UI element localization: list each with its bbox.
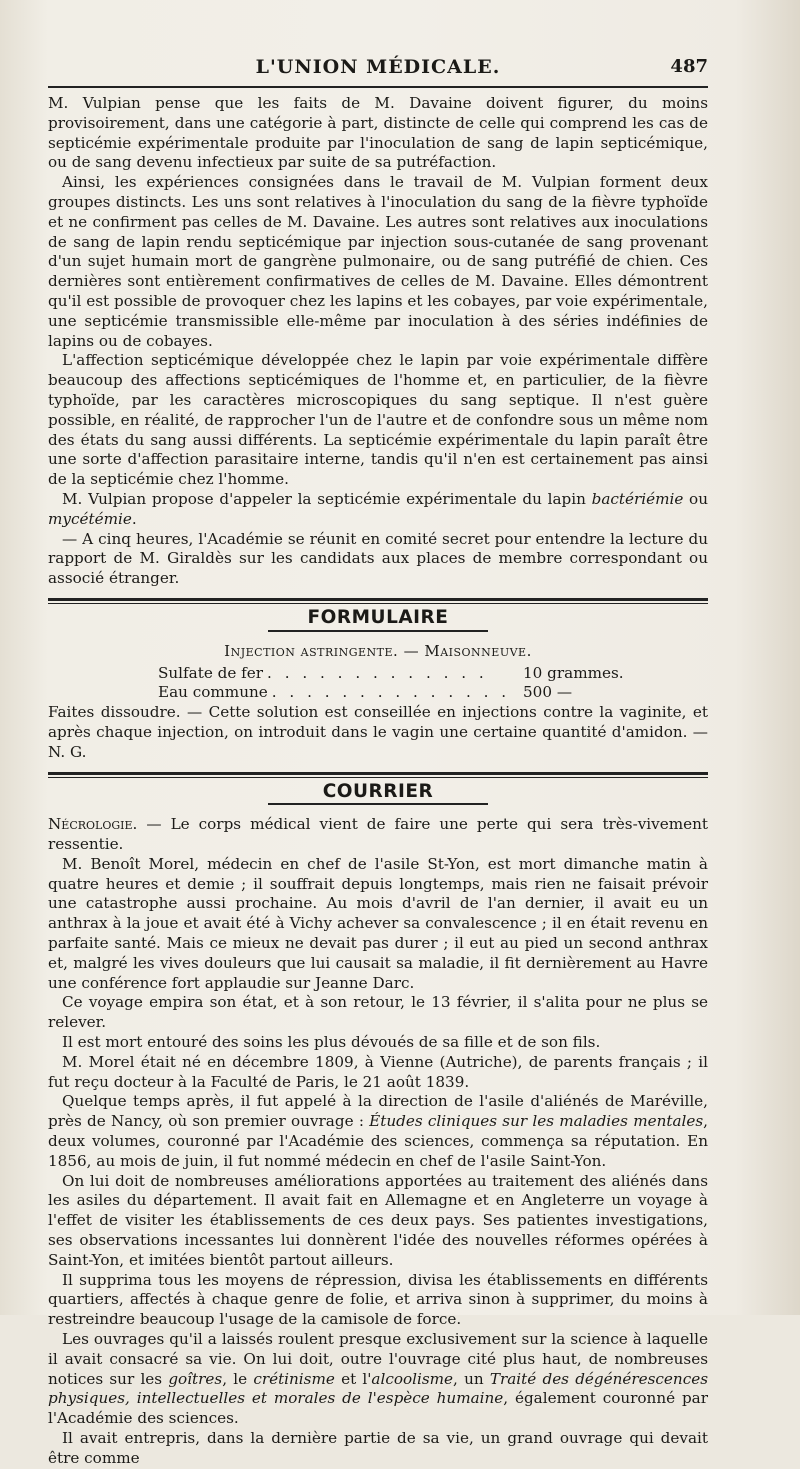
section-divider [48,598,708,604]
recipe-instructions: Faites dissoudre. — Cette solution est conseillée en injections contre la vaginite, et après chaque injection, on introduit dans le vagin une certaine quantité d'amidon. — N. G. [48,703,708,761]
leader-dots: . . . . . . . . . . . . . . [271,683,511,702]
necrology-label: Nécrologie. [48,815,138,834]
section-title-formulaire: FORMULAIRE [307,606,449,628]
section-title-underline [268,803,488,805]
term-bacteriemie: bactériémie [591,489,684,508]
ingredient-name: Eau commune [158,683,268,702]
page-header [48,56,708,86]
courrier-paragraph-1 [48,815,708,855]
courrier-paragraph-7: On lui doit de nombreuses améliorations apportées au traitement des aliénés dans les asiles du département. Il avait fait en Allemagne et en Angleterre un voyage à l'effet de visiter les établissements de ces deux pays. Ses patientes investigations, ses observations incessantes lui donnèrent l'idée des nouvelles réformes opérées à Saint-Yon, et imitées bientôt partout ailleurs. [48,1171,708,1269]
intro-paragraph-2: Ainsi, les expériences consignées dans le travail de M. Vulpian forment deux groupes distincts. Les uns sont relatives à l'inoculation du sang de la fièvre typhoïde et ne confirment pas celles de M. Davaine. Les autres sont relatives aux inoculations de sang de lapin rendu septicémique par injection sous-cutanée de sang provenant d'un sujet humain mort de gangrène pulmonaire, ou de sang putréfié de chien. Ces dernières sont entièrement confirmatives de celles de M. Davaine. Elles démontrent qu'il est possible de provoquer chez les lapins et les cobayes, par voie expérimentale, une septicémie transmissible elle-même par inoculation à des séries indéfinies de lapins ou de cobayes. [48,173,708,350]
ingredient-quantity: 10 grammes. [523,663,624,682]
text-run: Les ouvrages qu'il a laissés roulent presque exclusivement sur la science à laquelle il avait consacré sa vie. On lui doit, outre l'ouvrage cité plus haut, de nombreuses notices sur les [48,1330,708,1388]
section-divider [48,772,708,778]
courrier-paragraph-5: M. Morel était né en décembre 1809, à Vienne (Autriche), de parents français ; il fut reçu docteur à la Faculté de Paris, le 21 août 1839. [48,1052,708,1091]
term-alcoolisme: alcoolisme [371,1369,454,1388]
article-body [48,94,708,1469]
courrier-paragraph-4: Il est mort entouré des soins les plus dévoués de sa fille et de son fils. [62,1033,601,1052]
section-title-courrier: COURRIER [322,780,434,802]
running-title: L'UNION MÉDICALE. [255,56,501,78]
courrier-paragraph-2: M. Benoît Morel, médecin en chef de l'asile St-Yon, est mort dimanche matin à quatre heures et demie ; il souffrait depuis longtemps, mais rien ne faisait prévoir une catastrophe aussi prochaine. Au mois d'avril de l'an dernier, il avait eu un anthrax à la joue et avait été à Vichy achever sa convalescence ; il en était revenu en parfaite santé. Mais ce mieux ne devait pas durer ; il eut au pied un second anthrax et, malgré les vives douleurs que lui causait sa maladie, il fit dernièrement au Havre une conférence fort applaudie sur Jeanne Darc. [48,854,708,992]
term-mycetemie: mycétémie [48,509,132,528]
term-goitres: goîtres [168,1369,223,1388]
term-cretinisme: crétinisme [253,1369,335,1388]
text-run: et l' [334,1369,372,1388]
courrier-paragraph-10: Il avait entrepris, dans la dernière partie de sa vie, un grand ouvrage qui devait être comme [48,1429,708,1467]
book-title: Traité des dégénérescences physiques, intellectuelles et morales de l'espèce humaine [48,1369,708,1408]
courrier-paragraph-6 [48,1092,708,1171]
recipe-ingredients [158,664,658,704]
section-title-underline [268,630,488,632]
courrier-paragraph-9 [48,1330,708,1429]
book-title: Études cliniques sur les maladies mentales [369,1112,704,1131]
page-number: 487 [670,56,708,77]
intro-paragraph-4 [48,490,708,530]
ingredient-name: Sulfate de fer [158,663,264,682]
text-run: , un [453,1369,490,1388]
text-run: . [131,509,137,528]
text-run: , deux volumes, couronné par l'Académie des sciences, commença sa réputation. En 1856, au mois de juin, il fut nommé médecin en chef de l'asile Saint-Yon. [48,1112,708,1170]
header-rule [48,86,708,88]
text-run: , le [222,1369,254,1388]
leader-dots: . . . . . . . . . . . . . [267,663,488,682]
text-run: , également couronné par l'Académie des sciences. [48,1389,708,1428]
intro-paragraph-5: — A cinq heures, l'Académie se réunit en comité secret pour entendre la lecture du rapport de M. Giraldès sur les candidats aux places de membre correspondant ou associé étranger. [48,529,708,588]
courrier-paragraph-8: Il supprima tous les moyens de répression, divisa les établissements en différents quartiers, affectés à chaque genre de folie, et arriva sinon à supprimer, du moins à restreindre beaucoup l'usage de la camisole de force. [48,1270,708,1329]
recipe-title: Injection astringente. — Maisonneuve. [224,641,532,660]
text-run: Quelque temps après, il fut appelé à la direction de l'asile d'aliénés de Maréville, près de Nancy, où son premier ouvrage : [48,1092,708,1131]
text-run: M. Vulpian propose d'appeler la septicémie expérimentale du lapin [62,489,592,508]
ingredient-row [158,664,658,684]
ingredient-row [158,683,658,703]
courrier-paragraph-3: Ce voyage empira son état, et à son retour, le 13 février, il s'alita pour ne plus se relever. [48,993,708,1032]
text-run: — Le corps médical vient de faire une perte qui sera très-vivement ressentie. [48,815,708,854]
text-run: ou [683,489,708,508]
ingredient-quantity: 500 — [523,683,573,702]
intro-paragraph-1: M. Vulpian pense que les faits de M. Davaine doivent figurer, du moins provisoirement, dans une catégorie à part, distincte de celle qui comprend les cas de septicémie expérimentale produite par l'inoculation de sang de lapin septicémique, ou de sang devenu infectieux par suite de sa putréfaction. [48,94,708,172]
intro-paragraph-3: L'affection septicémique développée chez le lapin par voie expérimentale diffère beaucoup des affections septicémiques de l'homme et, en particulier, de la fièvre typhoïde, par les caractères microscopiques du sang septique. Il n'est guère possible, en réalité, de rapprocher l'un de l'autre et de confondre sous un même nom des états du sang aussi différents. La septicémie expérimentale du lapin paraît être une sorte d'affection parasitaire interne, tandis qu'il n'en est certainement pas ainsi de la septicémie chez l'homme. [48,351,708,489]
